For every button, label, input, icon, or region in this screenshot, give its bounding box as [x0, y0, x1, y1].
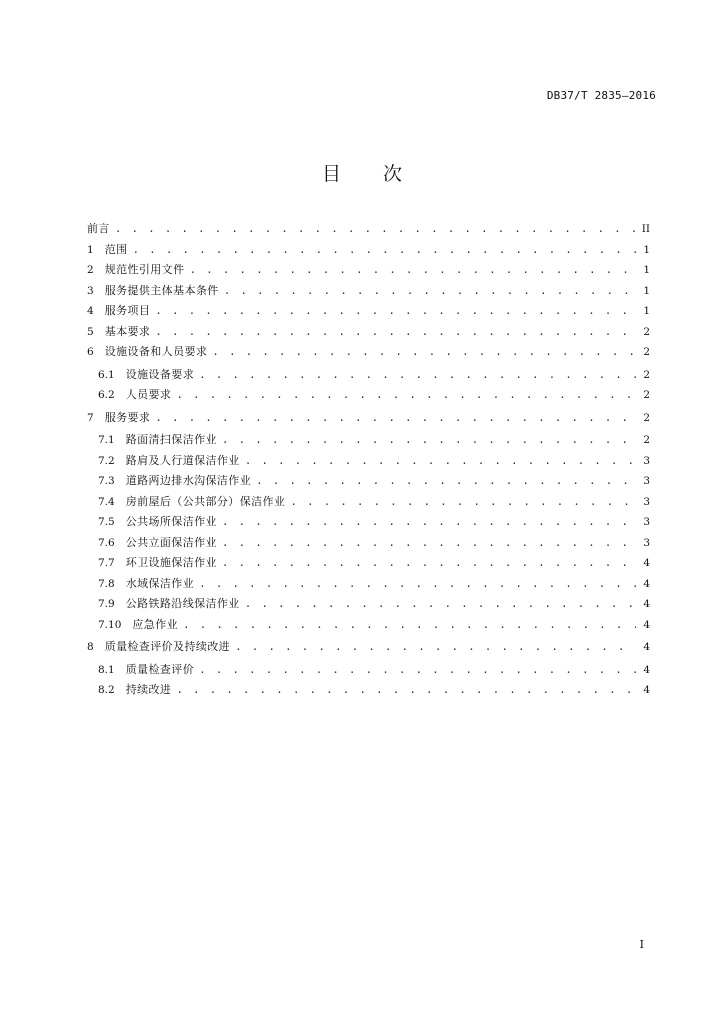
page-title: 目 次: [321, 163, 421, 185]
toc-entry[interactable]: [87, 322, 650, 343]
toc-entry-page: 3: [643, 495, 650, 508]
toc-entry-number: 7.1: [98, 434, 115, 446]
toc-entry-page: 2: [643, 434, 650, 446]
toc-entry-page: 3: [643, 536, 650, 549]
toc-entry-page: 4: [643, 663, 650, 676]
toc-dot-leader: [155, 322, 636, 343]
toc-entry-title: 服务要求: [104, 410, 151, 424]
toc-entry-number: 7.3: [98, 475, 115, 487]
toc-dot-leader: [245, 451, 636, 472]
toc-entry-number: 8.2: [98, 684, 115, 696]
toc-entry-page: 4: [643, 557, 650, 569]
toc-entry[interactable]: [87, 240, 650, 261]
toc-dot-leader: [222, 512, 636, 533]
toc-entry-page: 3: [643, 454, 650, 467]
toc-entry-number: 7.6: [98, 536, 115, 549]
toc-entry[interactable]: [87, 512, 650, 533]
toc-dot-leader: [256, 471, 636, 492]
toc-dot-leader: [199, 574, 636, 595]
toc-entry-title: 水域保洁作业: [125, 576, 195, 590]
toc-entry-page: 2: [643, 389, 650, 401]
toc-entry[interactable]: [87, 471, 650, 492]
toc-entry[interactable]: [87, 660, 650, 681]
toc-entry[interactable]: [87, 574, 650, 595]
toc-entry-page: 4: [643, 618, 650, 631]
toc-dot-leader: [224, 281, 636, 302]
toc-entry-page: 2: [643, 346, 650, 358]
toc-entry-number: 6.2: [98, 389, 115, 401]
toc-entry-page: 2: [643, 368, 650, 381]
toc-entry-number: 3: [87, 284, 94, 297]
toc-entry-title: 人员要求: [125, 388, 172, 401]
toc-entry-title: 服务项目: [104, 304, 151, 317]
page-number: I: [639, 938, 644, 951]
toc-dot-leader: [183, 615, 636, 636]
toc-entry-title: 道路两边排水沟保洁作业: [125, 474, 252, 487]
toc-entry-number: 7.10: [98, 618, 122, 631]
toc-entry[interactable]: [87, 637, 650, 658]
toc-dot-leader: [155, 301, 636, 322]
toc-entry-number: 8: [87, 641, 94, 653]
toc-dot-leader: [190, 260, 637, 281]
table-of-contents: [87, 219, 650, 701]
toc-entry[interactable]: [87, 430, 650, 451]
toc-dot-leader: [199, 660, 636, 681]
toc-entry-title: 前言: [87, 222, 110, 235]
toc-entry-page: 3: [643, 516, 650, 528]
toc-entry[interactable]: [87, 533, 650, 554]
toc-entry-title: 基本要求: [104, 324, 151, 338]
toc-entry[interactable]: [87, 385, 650, 406]
toc-entry-title: 规范性引用文件: [104, 263, 185, 276]
toc-entry-page: 2: [643, 325, 650, 338]
toc-entry-number: 6.1: [98, 368, 115, 381]
toc-entry-title: 设施设备要求: [125, 367, 195, 381]
toc-dot-leader: [222, 430, 636, 451]
document-standard-number: DB37/T 2835—2016: [546, 89, 656, 102]
toc-entry-title: 路面清扫保洁作业: [125, 433, 217, 446]
toc-entry[interactable]: [87, 219, 650, 240]
toc-entry-title: 环卫设施保洁作业: [125, 556, 217, 569]
toc-entry-page: 1: [643, 305, 650, 317]
toc-entry-title: 房前屋后（公共部分）保洁作业: [125, 494, 286, 508]
toc-entry-page: 2: [643, 411, 650, 424]
toc-entry-number: 7.7: [98, 557, 115, 569]
toc-entry-number: 7.8: [98, 577, 115, 590]
toc-entry[interactable]: [87, 342, 650, 363]
toc-entry-title: 服务提供主体基本条件: [104, 283, 219, 297]
toc-entry-number: 4: [87, 305, 94, 317]
toc-entry-number: 7: [87, 411, 94, 424]
toc-entry[interactable]: [87, 301, 650, 322]
toc-entry-page: 1: [643, 264, 650, 276]
toc-entry-page: 1: [643, 243, 650, 256]
toc-entry[interactable]: [87, 680, 650, 701]
toc-dot-leader: [199, 365, 636, 386]
toc-entry-number: 7.4: [98, 495, 115, 508]
toc-entry-number: 7.5: [98, 516, 115, 528]
toc-entry-title: 设施设备和人员要求: [104, 345, 208, 358]
toc-entry[interactable]: [87, 408, 650, 429]
toc-dot-leader: [290, 492, 636, 513]
toc-entry-page: II: [641, 223, 650, 235]
toc-entry-page: 4: [643, 641, 650, 653]
toc-entry-title: 公共立面保洁作业: [125, 535, 217, 549]
toc-entry-title: 应急作业: [132, 617, 178, 631]
toc-entry-title: 质量检查评价: [125, 662, 195, 676]
toc-dot-leader: [133, 240, 637, 261]
toc-entry-page: 4: [643, 577, 650, 590]
toc-dot-leader: [115, 219, 636, 240]
toc-dot-leader: [222, 553, 636, 574]
toc-entry[interactable]: [87, 365, 650, 386]
toc-entry-title: 路肩及人行道保洁作业: [125, 453, 240, 467]
toc-entry-page: 4: [643, 598, 650, 610]
toc-entry-number: 7.9: [98, 598, 115, 610]
toc-dot-leader: [176, 385, 636, 406]
toc-dot-leader: [235, 637, 636, 658]
toc-entry-page: 4: [643, 684, 650, 696]
toc-entry-number: 7.2: [98, 454, 115, 467]
toc-entry[interactable]: [87, 615, 650, 636]
toc-entry[interactable]: [87, 594, 650, 615]
toc-dot-leader: [176, 680, 636, 701]
toc-entry-title: 持续改进: [125, 683, 172, 696]
toc-dot-leader: [212, 342, 636, 363]
toc-entry-title: 质量检查评价及持续改进: [104, 640, 231, 653]
toc-entry[interactable]: [87, 260, 650, 281]
toc-entry-page: 3: [643, 475, 650, 487]
toc-entry[interactable]: [87, 281, 650, 302]
toc-entry[interactable]: [87, 451, 650, 472]
toc-entry-title: 公路铁路沿线保洁作业: [125, 597, 240, 610]
toc-entry[interactable]: [87, 492, 650, 513]
toc-entry-title: 范围: [104, 242, 128, 256]
toc-dot-leader: [155, 408, 636, 429]
toc-entry-number: 2: [87, 264, 94, 276]
toc-dot-leader: [245, 594, 636, 615]
toc-entry-number: 8.1: [98, 663, 115, 676]
toc-entry-page: 1: [643, 284, 650, 297]
toc-entry-number: 6: [87, 346, 94, 358]
toc-dot-leader: [222, 533, 636, 554]
toc-entry-title: 公共场所保洁作业: [125, 515, 217, 528]
toc-entry[interactable]: [87, 553, 650, 574]
toc-entry-number: 1: [87, 243, 94, 256]
toc-entry-number: 5: [87, 325, 94, 338]
